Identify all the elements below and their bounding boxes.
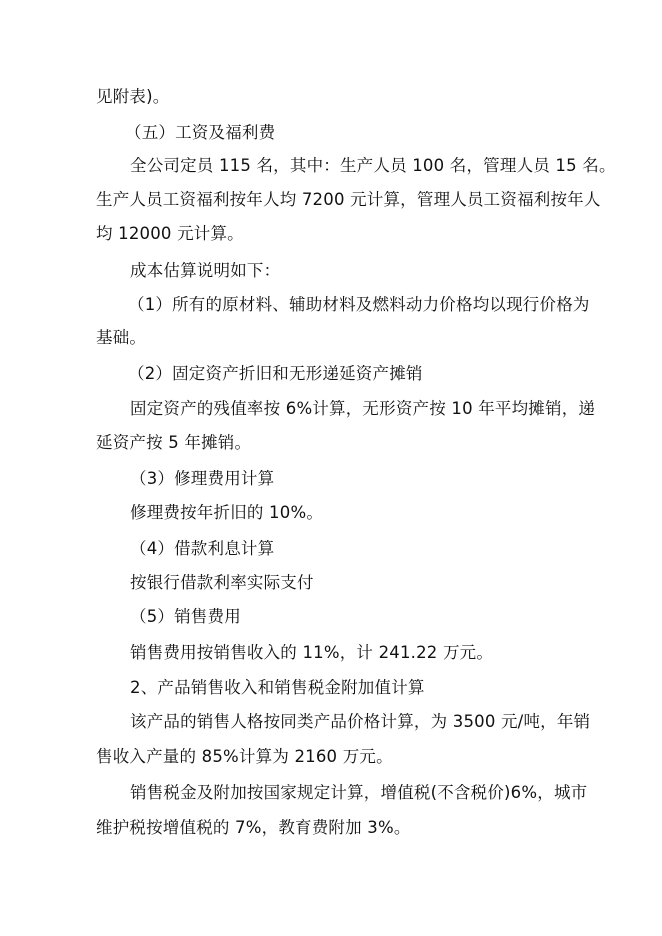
list-item-1: （1）所有的原材料、辅助材料及燃料动力价格均以现行价格为 [128, 295, 590, 314]
section-heading-sales: 2、产品销售收入和销售税金附加值计算 [130, 678, 425, 697]
text-line-13: 修理费按年折旧的 10%。 [130, 503, 324, 522]
text-line-17: 销售费用按销售收入的 11%，计 241.22 万元。 [130, 643, 494, 662]
text-line-11: 延资产按 5 年摊销。 [96, 433, 252, 452]
list-item-3: （3）修理费用计算 [130, 469, 275, 488]
text-line-19: 该产品的销售人格按同类产品价格计算，为 3500 元/吨，年销 [130, 712, 591, 731]
text-line-6: 成本估算说明如下： [130, 261, 281, 280]
text-line-22: 维护税按增值税的 7%，教育费附加 3%。 [96, 818, 411, 837]
list-item-5: （5）销售费用 [130, 607, 241, 626]
list-item-4: （4）借款利息计算 [130, 539, 275, 558]
text-line-1: 见附表)。 [96, 87, 170, 106]
text-line-4: 生产人员工资福利按年人均 7200 元计算，管理人员工资福利按年人 [96, 190, 601, 209]
text-line-15: 按银行借款利率实际支付 [130, 573, 314, 592]
list-item-2: （2）固定资产折旧和无形递延资产摊销 [128, 364, 423, 383]
section-heading-wages: （五）工资及福利费 [125, 123, 276, 142]
text-line-8: 基础。 [96, 328, 147, 347]
text-line-3: 全公司定员 115 名，其中：生产人员 100 名，管理人员 15 名。 [130, 156, 616, 175]
text-line-10: 固定资产的残值率按 6%计算，无形资产按 10 年平均摊销，递 [130, 399, 596, 418]
text-line-5: 均 12000 元计算。 [96, 224, 244, 243]
text-line-21: 销售税金及附加按国家规定计算，增值税(不含税价)6%，城市 [130, 783, 588, 802]
text-line-20: 售收入产量的 85%计算为 2160 万元。 [96, 747, 393, 766]
